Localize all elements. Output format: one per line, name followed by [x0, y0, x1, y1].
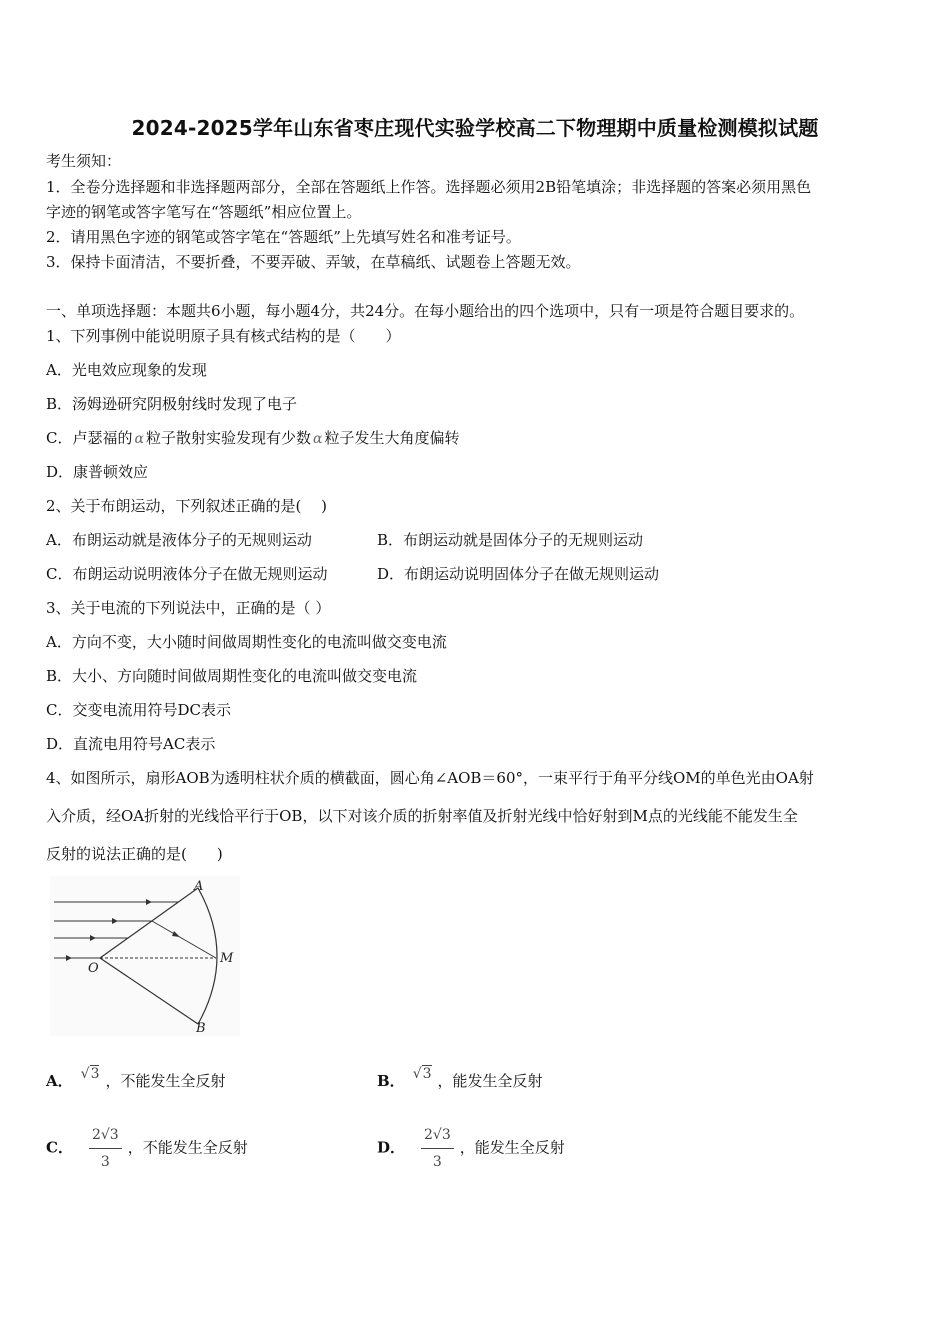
- q4-option-c: [46, 1124, 248, 1173]
- q3-stem: 3、关于电流的下列说法中，正确的是（ ）: [46, 599, 331, 617]
- notice-item-2: 2．请用黑色字迹的钢笔或答字笔在“答题纸”上先填写姓名和准考证号。: [46, 228, 521, 246]
- q1-option-d: D．康普顿效应: [46, 463, 149, 481]
- q1-option-c-mid: 粒子散射实验发现有少数: [145, 429, 311, 447]
- q3-option-d: D．直流电用符号AC表示: [46, 735, 216, 753]
- q4-option-b-text: ，能发生全反射: [437, 1072, 543, 1090]
- diagram-background: [50, 876, 240, 1036]
- q1-option-c-pre: C．卢瑟福的: [46, 429, 133, 447]
- notice-heading: 考生须知：: [46, 152, 122, 170]
- label-a: A: [194, 879, 204, 894]
- q4-option-a: [46, 1064, 226, 1099]
- label-o: O: [88, 961, 99, 976]
- q4-option-c-text: ，不能发生全反射: [127, 1138, 248, 1157]
- q2-option-c: C．布朗运动说明液体分子在做无规则运动: [46, 565, 328, 583]
- q4-option-b: [377, 1064, 543, 1099]
- q4-stem-line-2: 入介质，经OA折射的光线恰平行于OB，以下对该介质的折射率值及折射光线中恰好射到M点的光线能不能发生全: [46, 807, 798, 825]
- fraction-2sqrt3-over-3: $\frac{2√3}{3}$: [421, 1124, 454, 1173]
- alpha-symbol: α: [134, 431, 144, 447]
- q4-option-b-label: B．: [377, 1072, 405, 1090]
- page-title: 2024-2025学年山东省枣庄现代实验学校高二下物理期中质量检测模拟试题: [131, 116, 819, 140]
- q3-option-c: C．交变电流用符号DC表示: [46, 701, 231, 719]
- q4-option-a-label: A．: [46, 1072, 73, 1090]
- q2-option-b: B．布朗运动就是固体分子的无规则运动: [377, 531, 644, 549]
- q4-option-d-text: ，能发生全反射: [459, 1138, 565, 1157]
- sector-aob-diagram: [50, 876, 240, 1036]
- q2-option-a: A．布朗运动就是液体分子的无规则运动: [46, 531, 312, 549]
- q2-option-d: D．布朗运动说明固体分子在做无规则运动: [377, 565, 660, 583]
- q4-option-d: [377, 1124, 565, 1173]
- label-m: M: [220, 951, 234, 966]
- q4-option-c-label: C．: [46, 1138, 73, 1157]
- notice-item-3: 3．保持卡面清洁，不要折叠，不要弄破、弄皱，在草稿纸、试题卷上答题无效。: [46, 253, 581, 271]
- label-b: B: [196, 1021, 206, 1036]
- alpha-symbol: α: [312, 431, 323, 447]
- q2-stem: 2、关于布朗运动，下列叙述正确的是( ): [46, 497, 328, 515]
- sqrt-3: √3: [80, 1066, 100, 1082]
- q1-option-a: A．光电效应现象的发现: [46, 361, 207, 379]
- q3-option-a: A．方向不变，大小随时间做周期性变化的电流叫做交变电流: [46, 633, 447, 651]
- q4-stem-line-3: 反射的说法正确的是( ): [46, 845, 223, 863]
- sqrt-3: √3: [412, 1066, 432, 1082]
- fraction-2sqrt3-over-3: $\frac{2√3}{3}$: [89, 1124, 122, 1173]
- q4-option-d-label: D．: [377, 1138, 406, 1157]
- notice-item-1-line-1: 1．全卷分选择题和非选择题两部分，全部在答题纸上作答。选择题必须用2B铅笔填涂；非选择题的答案必须用黑色: [46, 178, 812, 196]
- notice-item-1-line-2: 字迹的钢笔或答字笔写在“答题纸”相应位置上。: [46, 203, 362, 221]
- q4-option-a-text: ，不能发生全反射: [105, 1072, 226, 1090]
- q1-stem: 1、下列事例中能说明原子具有核式结构的是（ ）: [46, 327, 401, 345]
- q1-option-b: B．汤姆逊研究阴极射线时发现了电子: [46, 395, 298, 413]
- q3-option-b: B．大小、方向随时间做周期性变化的电流叫做交变电流: [46, 667, 418, 685]
- q4-stem-line-1: 4、如图所示，扇形AOB为透明柱状介质的横截面，圆心角∠AOB＝60°，一束平行于角平分线OM的单色光由OA射: [46, 769, 814, 787]
- q1-option-c: [46, 428, 459, 449]
- section-1-heading: 一、单项选择题：本题共6小题，每小题4分，共24分。在每小题给出的四个选项中，只有一项是符合题目要求的。: [46, 302, 805, 320]
- q1-option-c-post: 粒子发生大角度偏转: [324, 429, 460, 447]
